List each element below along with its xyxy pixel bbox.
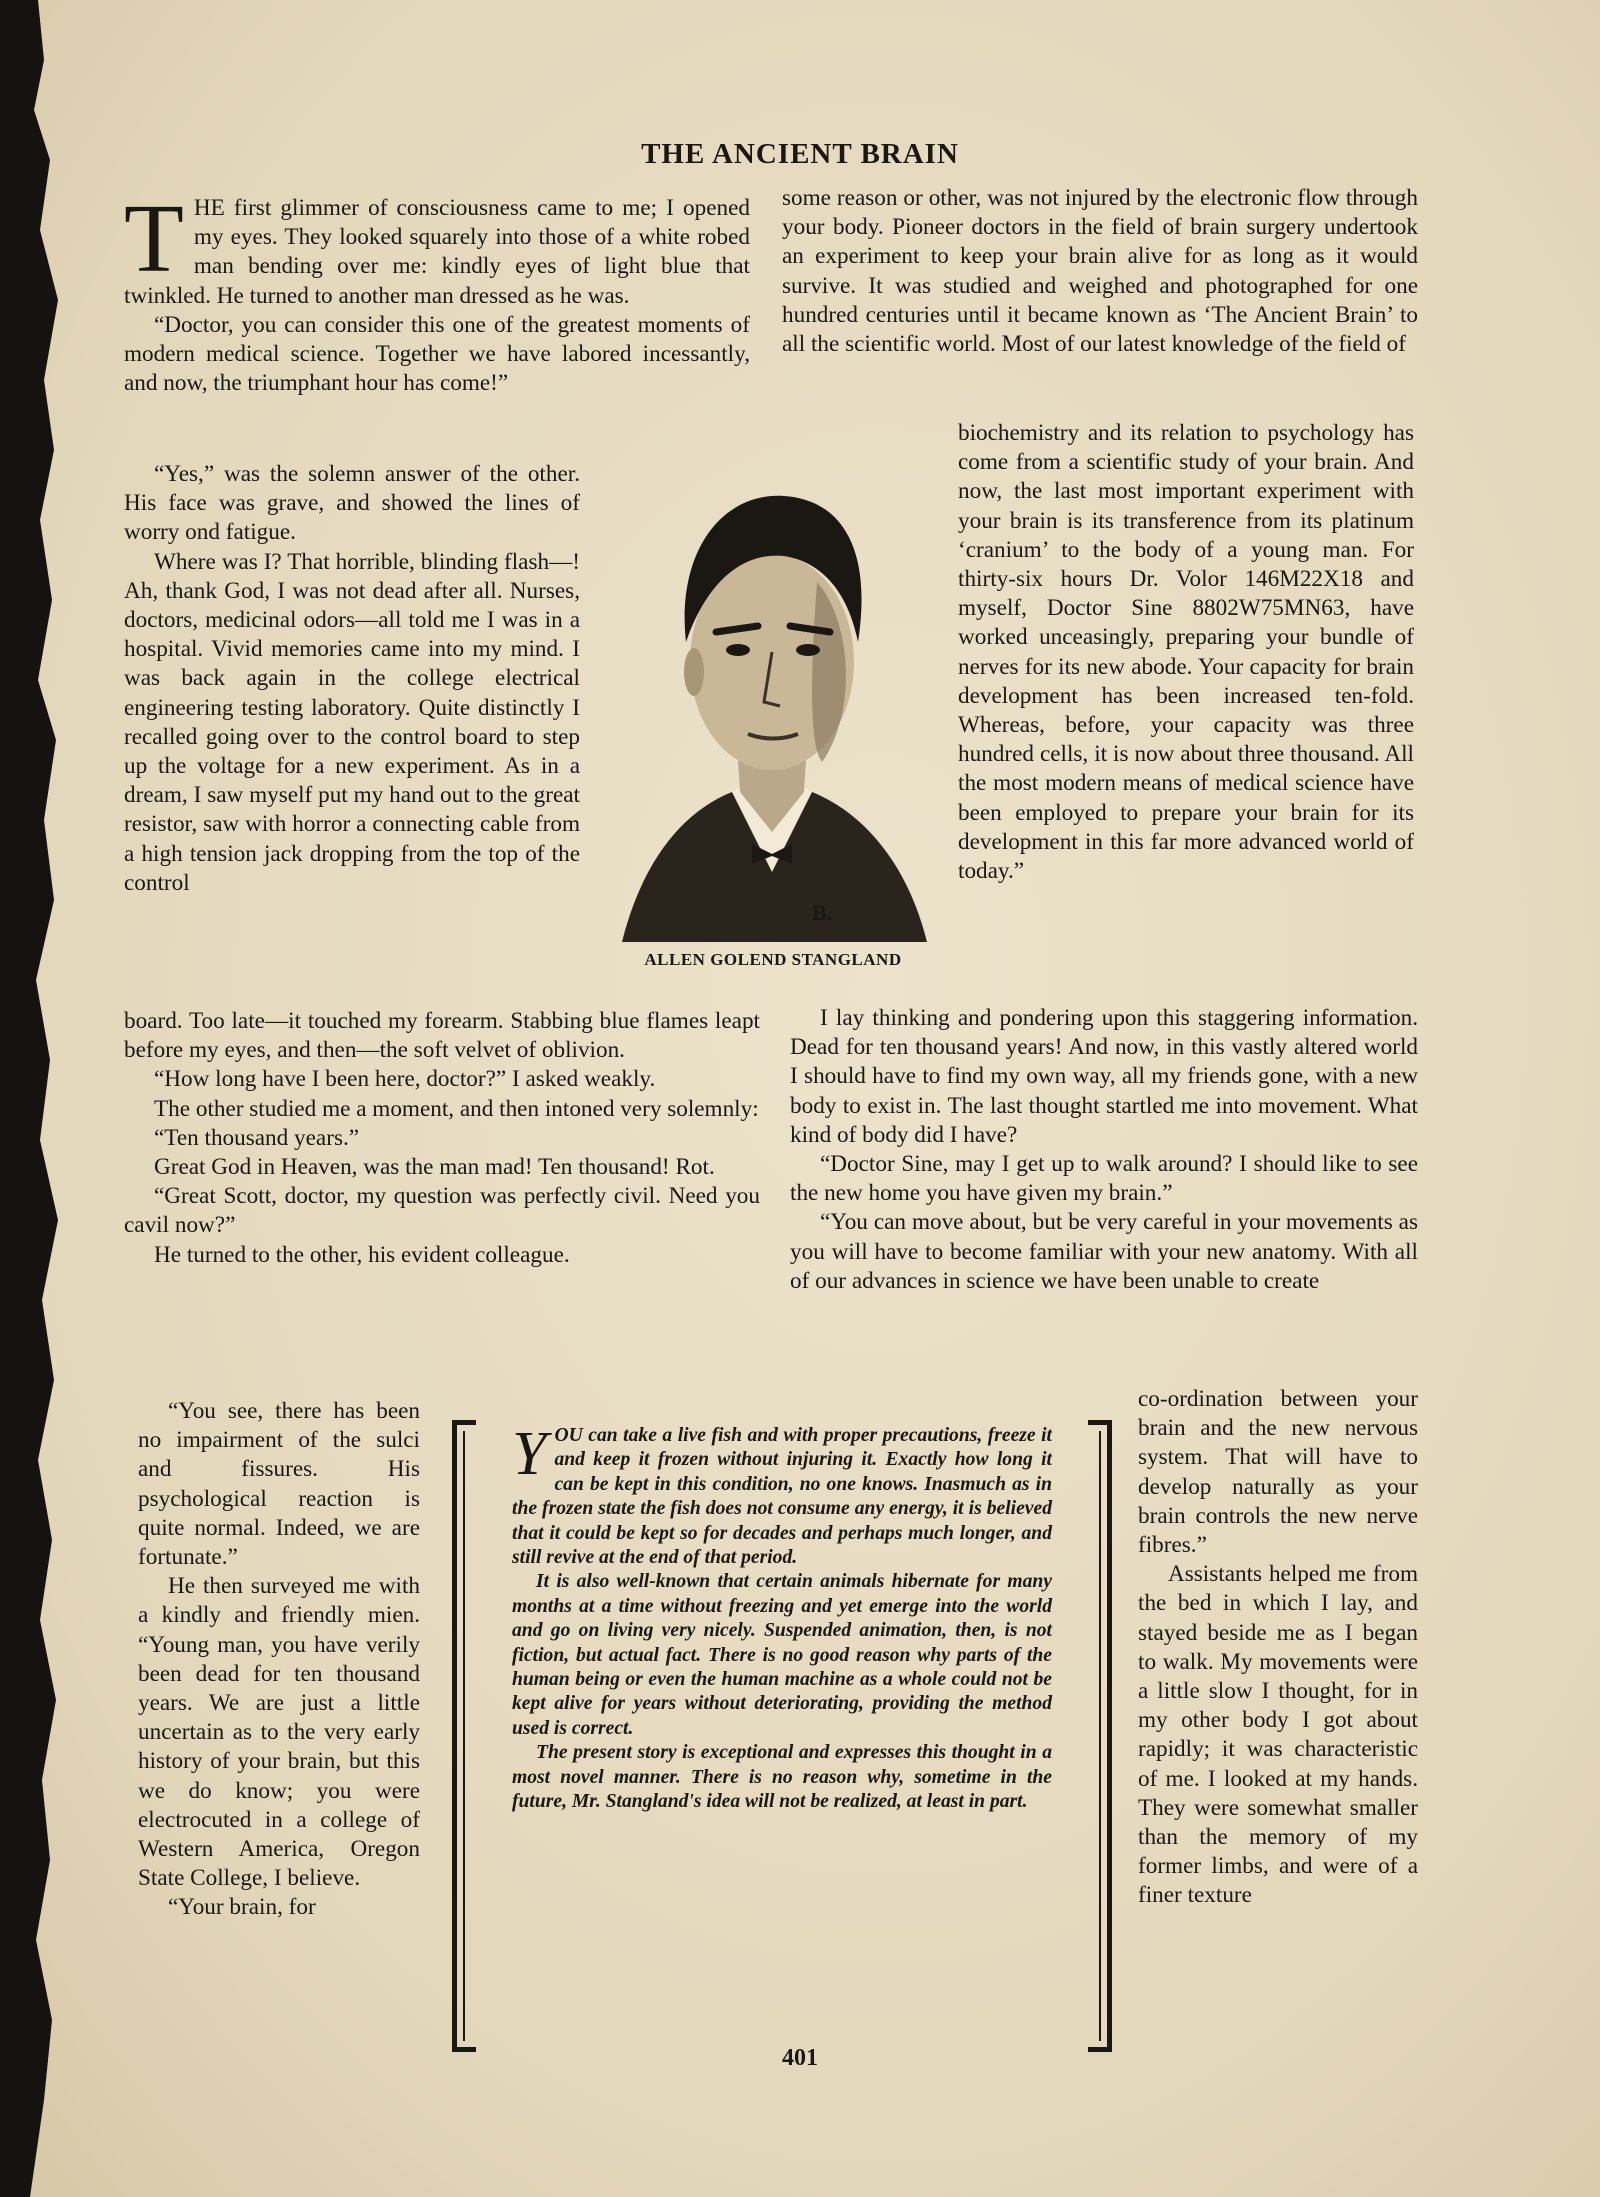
paragraph: co-ordination between your brain and the new nervous system. That will have to develop naturally as your brain controls the new nerve fibres.” [1138,1386,1418,1559]
article-title: THE ANCIENT BRAIN [641,138,959,170]
opening-paragraph: THE first glimmer of consciousness came to me; I opened my eyes. They looked squarely into those of a white robed man bending over me: kindly eyes of light blue that twinkled. He turned to another man dressed as he was. [124,185,750,309]
left-column-wrap [124,460,580,898]
left-column-narrow [138,1397,420,1923]
right-column-top [782,184,1418,359]
paragraph: “Doctor, you can consider this one of the greatest moments of modern medical science. Together we have labored incessantly, and now, the triumphant hour has come!” [124,311,750,397]
paragraph: Assistants helped me from the bed in which I lay, and stayed beside me as I began to walk. My movements were a little slow I thought, for in my other body I got about rapidly; it was characteristic of me. I looked at my hands. They were somewhat smaller than the memory of my former limbs, and were of a finer texture [1138,1561,1418,1909]
sidebar-drop-cap: Y [512,1420,547,1488]
paragraph: “Great Scott, doctor, my question was perfectly civil. Need you cavil now?” [124,1183,760,1239]
paragraph: “Ten thousand years.” [154,1124,360,1151]
sidebar-right-bracket [1088,1420,1112,2052]
paragraph: He turned to the other, his evident colleague. [154,1241,570,1268]
left-column-top [124,185,750,398]
paragraph: “You can move about, but be very careful in your movements as you will have to become familiar with your new anatomy. With all of our advances in science we have been unable to create [790,1209,1418,1294]
paragraph: “How long have I been here, doctor?” I asked weakly. [154,1066,656,1093]
illustration-caption: ALLEN GOLEND STANGLAND [644,950,902,969]
paragraph: “You see, there has been no impairment of the sulci and fissures. His psychological reaction is quite normal. Indeed, we are fortunate.” [138,1398,420,1571]
sidebar-left-bracket [452,1420,476,2052]
paragraph: I lay thinking and pondering upon this staggering information. Dead for ten thousand years! And now, in this vastly altered world I should have to find my own way, all my friends gone, with a new body to exist in. The last thought startled me into movement. What kind of body did I have? [790,1005,1418,1148]
paragraph: some reason or other, was not injured by the electronic flow through your body. Pioneer doctors in the field of brain surgery undertook an experiment to keep your brain alive for as long as it would survive. It was studied and weighed and photographed for one hundred centuries until it became known as ‘The Ancient Brain’ to all the scientific world. Most of our latest knowledge of the field of [782,185,1418,358]
paragraph: He then surveyed me with a kindly and friendly mien. “Young man, you have verily been dead for ten thousand years. We are just a little uncertain as to the very early history of your brain, but this we do know; you were electrocuted in a college of Western America, Oregon State College, I believe. [138,1573,420,1892]
paragraph: The other studied me a moment, and then intoned very solemnly: [154,1095,759,1122]
drop-cap: T [124,185,184,293]
paragraph: Where was I? That horrible, blinding flash—! Ah, thank God, I was not dead after all. Nurses, doctors, medicinal odors—all told me I was in a hospital. Vivid memories came into my mind. I was back again in the college electrical engineering testing laboratory. Quite distinctly I recalled going over to the control board to step up the voltage for a new experiment. As in a dream, I saw myself put my hand out to the great resistor, saw with horror a connecting cable from a high tension jack dropping from the top of the control [124,548,580,896]
editorial-sidebar [452,1420,1112,2052]
paragraph: biochemistry and its relation to psychology has come from a scientific study of your brain. And now, the last most important experiment with your brain is its transference from its platinum ‘cranium’ to the body of a young man. For thirty-six hours Dr. Volor 146M22X18 and myself, Doctor Sine 8802W75MN63, have worked unceasingly, preparing your bundle of nerves for its new abode. Your capacity for brain development has been increased ten-fold. Whereas, before, your capacity was three hundred cells, it is now about three thousand. All the most modern means of medical science have been employed to prepare your brain for its development in this far more advanced world of today.” [958,420,1414,885]
right-column-wrap [958,419,1414,886]
paragraph: Great God in Heaven, was the man mad! Ten thousand! Rot. [154,1154,715,1181]
page-number: 401 [782,2045,818,2071]
author-portrait-illustration [612,452,932,942]
artist-signature: B. [812,900,833,925]
paragraph: board. Too late—it touched my forearm. Stabbing blue flames leapt before my eyes, and then—the soft velvet of oblivion. [124,1008,760,1064]
sidebar-paragraph: YOU can take a live fish and with proper precautions, freeze it and keep it frozen without injuring it. Exactly how long it can be kept in this condition, no one knows. Inasmuch as in the frozen state the fish does not consume any energy, it is believed that it could be kept so for decades and perhaps much longer, and still revive at the end of that period. [512,1420,1052,1569]
right-column-narrow [1138,1385,1418,1911]
paragraph: “Doctor Sine, may I get up to walk around? I should like to see the new home you have given my brain.” [790,1151,1418,1207]
paragraph: “Yes,” was the solemn answer of the other. His face was grave, and showed the lines of worry ond fatigue. [124,461,580,546]
left-column-mid [124,1007,760,1270]
sidebar-paragraph: The present story is exceptional and expresses this thought in a most novel manner. There is no reason why, sometime in the future, Mr. Stangland's idea will not be realized, at least in part. [512,1742,1052,1813]
sidebar-paragraph: It is also well-known that certain animals hibernate for many months at a time without freezing and yet emerge into the world and go on living very nicely. Suspended animation, then, is not fiction, but actual fact. There is no good reason why parts of the human being or even the human machine as a whole could not be kept alive for years without deteriorating, providing the method used is correct. [512,1571,1052,1739]
sidebar-text [512,1420,1052,1815]
right-column-mid [790,1004,1418,1296]
torn-page-edge [0,0,58,2197]
paragraph: “Your brain, for [168,1894,316,1921]
